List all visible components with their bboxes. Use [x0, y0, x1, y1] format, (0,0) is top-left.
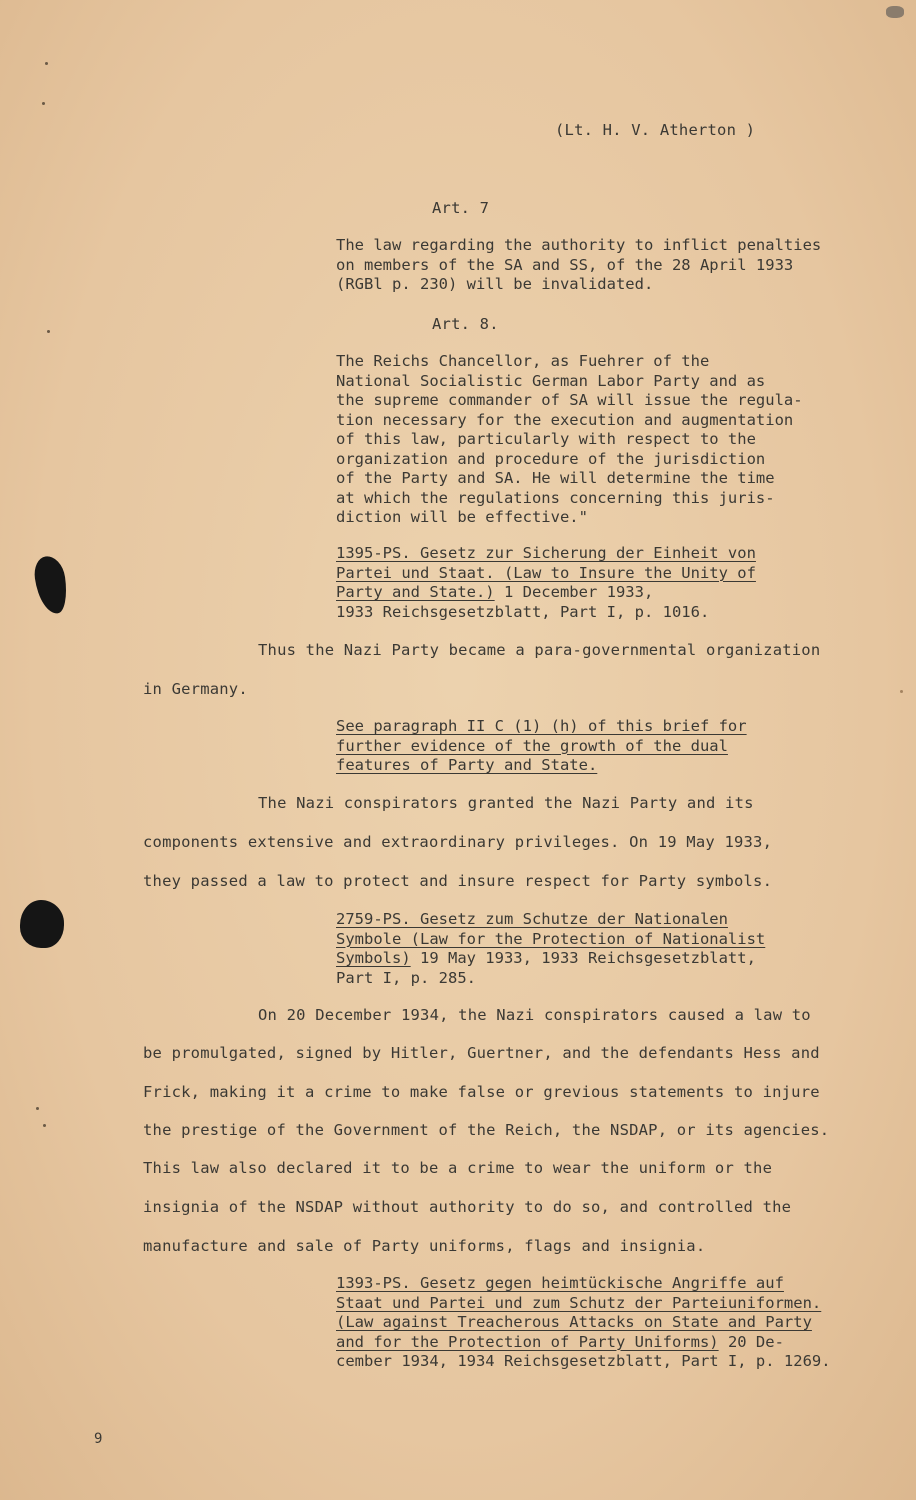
article-7-text: [336, 236, 821, 295]
citation-line: Staat und Partei und zum Schutz der Parteiuniformen.: [336, 1293, 822, 1312]
paragraph-2-line-1: The Nazi conspirators granted the Nazi Party and its: [258, 794, 754, 812]
paper-speck: [43, 1124, 46, 1127]
citation-plain: 1 December 1933,: [494, 583, 654, 601]
paper-speck: [42, 102, 45, 105]
paragraph-2-line-2: components extensive and extraordinary privileges. On 19 May 1933,: [143, 833, 773, 851]
citation-line: [336, 949, 765, 969]
article-8-text: [336, 352, 803, 528]
citation-line: 1393-PS. Gesetz gegen heimtückische Angriffe auf: [336, 1274, 784, 1292]
citation-line: Partei und Staat. (Law to Insure the Unity of: [336, 563, 756, 582]
paragraph-3-line-4: the prestige of the Government of the Reich, the NSDAP, or its agencies.: [143, 1121, 830, 1139]
text-line: The law regarding the authority to inflict penalties: [336, 236, 822, 254]
citation-line: Part I, p. 285.: [336, 968, 476, 987]
text-line: tion necessary for the execution and augmentation: [336, 410, 794, 429]
text-line: (RGBl p. 230) will be invalidated.: [336, 275, 654, 293]
text-line: National Socialistic German Labor Party and as: [336, 371, 766, 390]
page-number: 9: [94, 1431, 103, 1447]
punch-hole-blot-upper: [32, 554, 70, 616]
paragraph-2-line-3: they passed a law to protect and insure respect for Party symbols.: [143, 872, 773, 890]
citation-line: Symbole (Law for the Protection of Nationalist: [336, 929, 766, 948]
citation-line: 1395-PS. Gesetz zur Sicherung der Einheit von: [336, 544, 756, 562]
header-attribution: (Lt. H. V. Atherton ): [555, 121, 756, 139]
punch-hole-blot-lower: [20, 900, 64, 948]
text-line: at which the regulations concerning this juris-: [336, 488, 775, 507]
citation-underlined: Symbols): [336, 949, 411, 967]
note-line: further evidence of the growth of the dual: [336, 736, 728, 755]
paragraph-3-line-5: This law also declared it to be a crime to wear the uniform or the: [143, 1159, 773, 1177]
citation-line: (Law against Treacherous Attacks on State and Party: [336, 1313, 812, 1331]
text-line: the supreme commander of SA will issue the regula-: [336, 391, 803, 409]
citation-line: 2759-PS. Gesetz zum Schutze der Nationalen: [336, 910, 728, 928]
citation-2759-ps: [336, 910, 765, 988]
text-line: The Reichs Chancellor, as Fuehrer of the: [336, 352, 710, 370]
citation-1395-ps: [336, 544, 756, 622]
paragraph-3-line-3: Frick, making it a crime to make false or grevious statements to injure: [143, 1083, 820, 1101]
citation-line: 1933 Reichsgesetzblatt, Part I, p. 1016.: [336, 602, 710, 621]
article-8-heading: Art. 8.: [432, 315, 499, 333]
citation-1393-ps: [336, 1274, 831, 1372]
citation-plain: 20 De-: [718, 1332, 784, 1351]
text-line: of the Party and SA. He will determine the time: [336, 469, 775, 487]
paper-speck: [36, 1107, 39, 1110]
paragraph-1-line-2: in Germany.: [143, 680, 248, 698]
paragraph-1-line-1: Thus the Nazi Party became a para-governmental organization: [258, 641, 821, 659]
article-7-heading: Art. 7: [432, 199, 490, 217]
citation-underlined: Party and State.): [336, 583, 495, 601]
citation-line: [336, 583, 756, 603]
paragraph-3-line-2: be promulgated, signed by Hitler, Guertner, and the defendants Hess and: [143, 1044, 820, 1062]
text-line: of this law, particularly with respect to the: [336, 430, 756, 448]
note-line: See paragraph II C (1) (h) of this brief for: [336, 717, 747, 735]
citation-line: cember 1934, 1934 Reichsgesetzblatt, Part I, p. 1269.: [336, 1352, 831, 1370]
cross-reference-note: [336, 717, 747, 776]
citation-underlined: and for the Protection of Party Uniforms): [336, 1332, 719, 1351]
paragraph-3-line-1: On 20 December 1934, the Nazi conspirators caused a law to: [258, 1006, 811, 1024]
note-line: features of Party and State.: [336, 756, 598, 774]
paragraph-3-line-7: manufacture and sale of Party uniforms, flags and insignia.: [143, 1237, 706, 1255]
text-line: on members of the SA and SS, of the 28 April 1933: [336, 255, 794, 274]
citation-line: [336, 1333, 831, 1353]
paragraph-3-line-6: insignia of the NSDAP without authority to do so, and controlled the: [143, 1198, 792, 1216]
paper-speck: [45, 62, 48, 65]
text-line: organization and procedure of the jurisdiction: [336, 449, 766, 468]
paper-speck: [900, 690, 903, 693]
paper-speck: [47, 330, 50, 333]
citation-plain: 19 May 1933, 1933 Reichsgesetzblatt,: [410, 949, 756, 967]
paper-speck: [886, 6, 904, 18]
text-line: diction will be effective.": [336, 508, 588, 526]
